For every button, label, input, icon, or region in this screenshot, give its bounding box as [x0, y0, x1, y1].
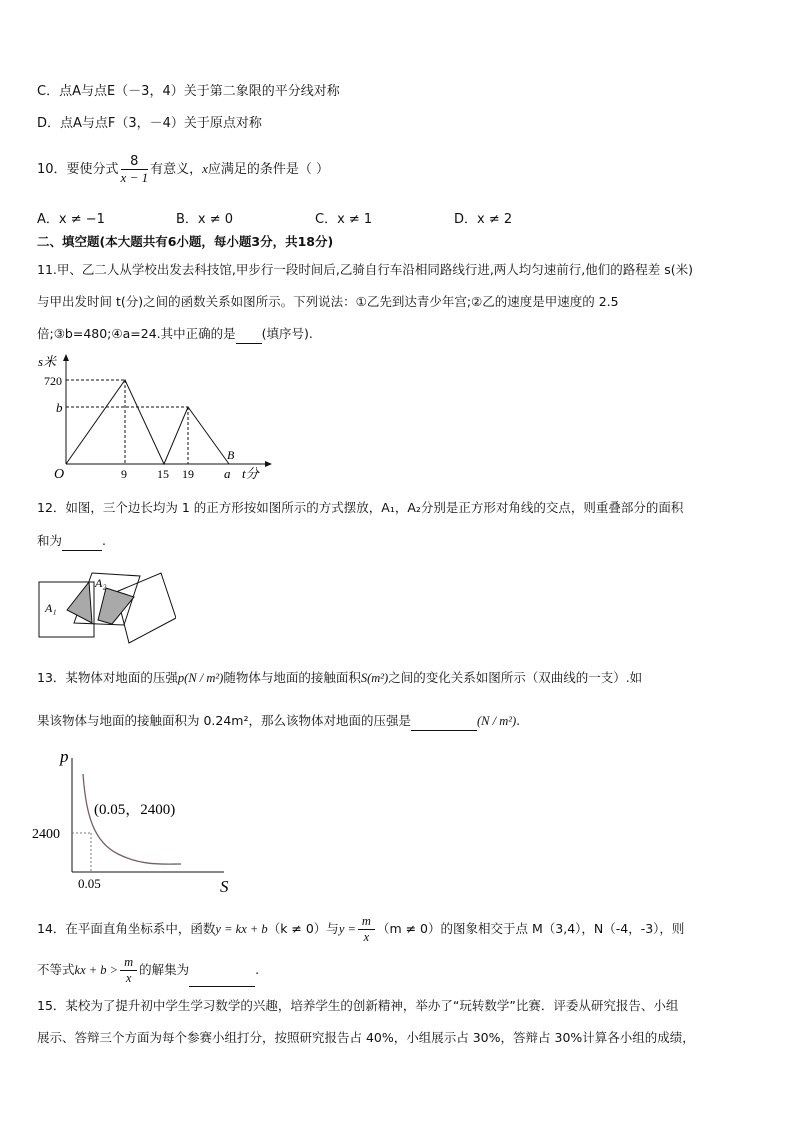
q13-xlabel: S: [220, 877, 229, 896]
q13-ytick: 2400: [32, 827, 60, 842]
q11-y-arrow: [63, 354, 69, 361]
q11-xlabel: t分: [242, 466, 259, 481]
q13-line2-text: 果该物体与地面的接触面积为 0.24m²，那么该物体对地面的压强是: [37, 713, 411, 728]
q10-stem: [37, 152, 329, 187]
q12-label-a2: A₂: [95, 576, 107, 590]
q14-line2-middle: 的解集为: [139, 962, 190, 977]
q11-xtick-15: 15: [157, 467, 169, 481]
q13-unit-answer: (N / m²): [477, 714, 517, 728]
q10-option-b: B．x ≠ 0: [176, 212, 234, 227]
q11-line3: [37, 323, 313, 344]
q14-func2-den: x: [363, 930, 370, 944]
q10-prefix: 10．要使分式: [37, 162, 119, 177]
q10-frac-denominator: x − 1: [120, 170, 149, 185]
q11-x-arrow: [265, 461, 272, 467]
q12-label-a1: A₁: [45, 601, 57, 615]
q14-func1: y = kx + b: [215, 922, 268, 936]
q14-func2-fraction: [358, 914, 375, 945]
q11-origin: O: [54, 467, 65, 482]
q15-line2: 展示、答辩三个方面为每个参赛小组打分，按照研究报告占 40%，小组展示占 30%，答辩占 30%计算各小组的成绩，: [37, 1030, 695, 1045]
q13-hyperbola: [83, 774, 181, 864]
q13-point-label: (0.05，2400): [94, 802, 176, 818]
q14-func2-num: m: [358, 914, 375, 930]
q9-option-c: C．点A与点E（－3，4）关于第二象限的平分线对称: [37, 84, 340, 99]
q11-graph: [36, 352, 276, 486]
q14-line1-text: 14．在平面直角坐标系中，函数: [37, 921, 216, 936]
q12-overlap-1: [67, 582, 92, 623]
q14-ineq-lhs: kx + b >: [74, 963, 119, 977]
q13-line2-suffix: .: [516, 713, 521, 728]
q14-line2-text: 不等式: [37, 962, 75, 977]
q14-ineq-den: x: [125, 971, 132, 985]
q12-line1: 12．如图，三个边长均为 1 的正方形按如图所示的方式摆放，A₁，A₂分别是正方形对角线的交点，则重叠部分的面积: [37, 500, 684, 515]
q14-ineq-fraction: [120, 955, 137, 986]
q11-line3-suffix: (填序号).: [261, 326, 313, 341]
q12-answer-blank: [62, 530, 102, 551]
q12-figure: [36, 568, 176, 646]
q13-line2: [37, 710, 520, 731]
q13-graph: [28, 746, 238, 896]
q13-ylabel: p: [60, 747, 69, 766]
q13-s-symbol: S: [360, 671, 368, 685]
q12-line2: [37, 530, 106, 551]
q11-line1: 11.甲、乙二人从学校出发去科技馆,甲步行一段时间后,乙骑自行车沿相同路线行进,两人均匀速前行,他们的路程差 s(米): [37, 262, 694, 277]
q11-ylabel: s米: [38, 354, 57, 369]
q13-line1: [37, 668, 642, 688]
q13-unit-p: (N / m²): [184, 671, 224, 685]
q13-answer-blank: [411, 710, 477, 731]
q10-option-a: A．x ≠ −1: [37, 212, 105, 227]
q13-line1-text: 13．某物体对地面的压强: [37, 670, 178, 685]
q11-line2: 与甲出发时间 t(分)之间的函数关系如图所示。下列说法：①乙先到达青少年宫;②乙的速度是甲速度的 2.5: [37, 294, 619, 309]
q13-xtick: 0.05: [78, 876, 101, 891]
q15-line1: 15．某校为了提升初中学生学习数学的兴趣，培养学生的创新精神，举办了“玩转数学”比赛．评委从研究报告、小组: [37, 998, 679, 1013]
q14-cond2: （m ≠ 0）的图象相交于点 M（3,4），N（-4，-3），则: [376, 921, 685, 936]
q11-graph-line: [66, 380, 229, 464]
q13-line1-end: 之间的变化关系如图所示（双曲线的一支）.如: [388, 670, 643, 685]
q11-xtick-a: a: [224, 466, 231, 481]
q14-line1: [37, 912, 684, 946]
q12-line2-text: 和为: [37, 533, 63, 548]
section-heading: 二、填空题(本大题共有6小题，每小题3分，共18分): [37, 234, 334, 249]
q11-line3-text: 倍;③b=480;④a=24.其中正确的是: [37, 326, 236, 341]
q11-ytick-720: 720: [44, 374, 62, 388]
q14-ineq-num: m: [120, 955, 137, 971]
q11-xtick-19: 19: [182, 467, 194, 481]
q14-cond1: （k ≠ 0）与: [267, 921, 339, 936]
q13-line1-middle: 随物体与地面的接触面积: [223, 670, 361, 685]
q10-option-d: D．x ≠ 2: [454, 212, 513, 227]
q10-fraction: [121, 154, 149, 185]
q11-point-b: B: [227, 448, 235, 462]
q10-frac-numerator: 8: [121, 154, 149, 170]
q14-func2-lhs: y =: [338, 922, 356, 936]
q13-p-symbol: p: [177, 671, 185, 685]
q9-option-d: D．点A与点F（3，－4）关于原点对称: [37, 116, 262, 131]
q11-ytick-b: b: [56, 400, 63, 415]
q10-suffix-b: 应满足的条件是（ ）: [207, 162, 330, 177]
q10-option-c: C．x ≠ 1: [315, 212, 373, 227]
q12-line2-suffix: .: [102, 533, 106, 548]
q13-unit-s: (m²): [367, 671, 389, 685]
q12-overlap-2: [98, 588, 134, 624]
q11-answer-blank: [236, 323, 262, 344]
q10-suffix-a: 有意义，: [150, 162, 203, 177]
q11-xtick-9: 9: [121, 467, 127, 481]
q10-var: x: [202, 161, 208, 176]
q14-line2-suffix: .: [255, 962, 260, 977]
q14-answer-blank: [189, 952, 255, 987]
q14-line2: [37, 952, 259, 987]
